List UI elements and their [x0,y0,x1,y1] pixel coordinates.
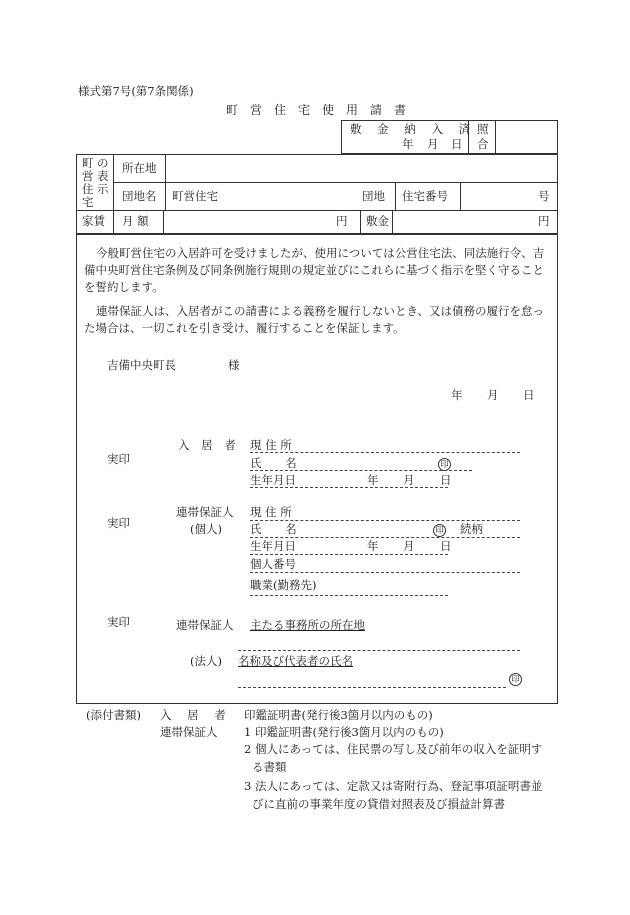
housing-side-label: 町 営 住 宅 [82,156,94,209]
attachment-item-2: 2 個人にあっては、住民票の写し及び前年の収入を証明す [244,742,543,756]
form-number: 様式第7号(第7条関係) [78,84,194,98]
guarantee-paragraph: 連帯保証人は、入居者がこの請書による義務を履行しないとき、又は債務の履行を怠った場合は、一切これを引き受け、履行することを保証します。 [84,304,545,335]
pledge-paragraph: 今般町営住宅の入居許可を受けましたが、使用については公営住宅法、同法施行令、吉備中央町営住宅条例及び同条例施行規則の規定並びにこれらに基づく指示を堅く守ることを誓約します。 [84,246,545,294]
guarantor-individual-label: 連帯保証人 [176,505,234,519]
addressee: 吉備中央町長 [107,358,176,372]
attachments-label: (添付書類) [86,708,141,722]
deposit-label: 敷金 [366,214,389,228]
tenant-stamp-mark: 印 [438,458,451,471]
tenant-seal-note: 実印 [107,452,130,466]
attachment-item-3: 3 法人にあっては、定款又は寄附行為、登記事項証明書並 [244,779,543,793]
guarantor-individual-seal-note: 実印 [107,516,130,530]
complex-value: 町営住宅 [172,189,218,203]
deposit-paid-label: 敷 金 納 入 済 [350,122,477,136]
check-label: 照 [477,122,489,136]
page-title: 町営住宅使用請書 [226,103,419,117]
guarantor-stamp-mark: 印 [433,524,446,537]
guarantor-corporate-seal-note: 実印 [107,615,130,629]
guarantor-corporate-label: 連帯保証人 [176,618,234,632]
monthly-label: 月 額 [122,214,149,228]
tenant-label: 入 居 者 [178,438,240,452]
rent-label: 家賃 [82,214,105,228]
attachment-item-1: 1 印鑑証明書(発行後3箇月以内のもの) [244,725,444,739]
house-number-label: 住宅番号 [402,189,448,203]
address-label: 所在地 [122,161,157,175]
corporate-stamp-mark: 印 [509,673,522,686]
attachment-tenant-doc: 印鑑証明書(発行後3箇月以内のもの) [244,708,433,722]
complex-label: 団地名 [122,189,157,203]
